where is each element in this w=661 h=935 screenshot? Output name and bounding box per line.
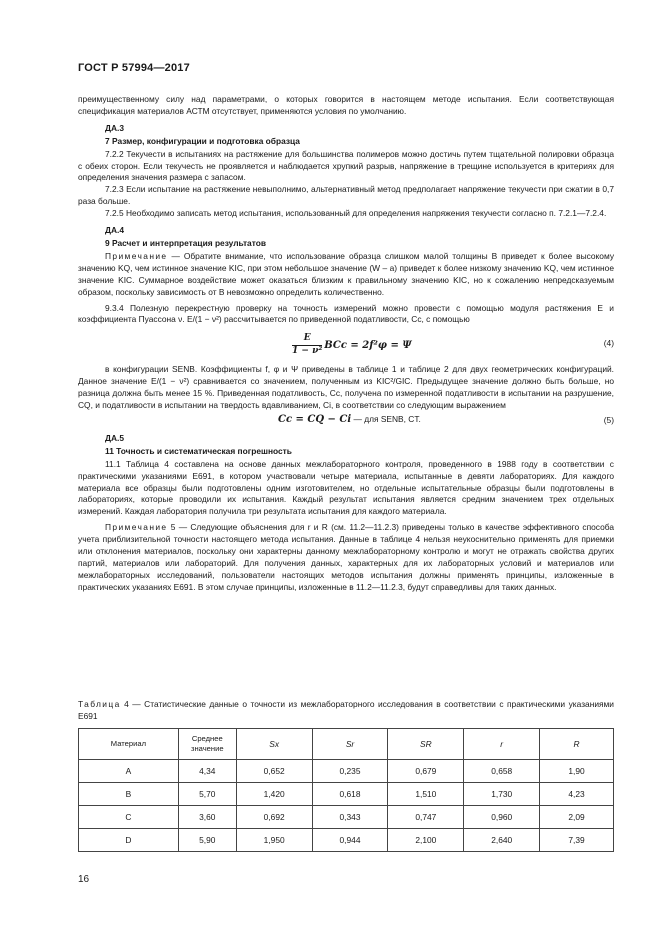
equation-number-5: (5) <box>603 414 614 425</box>
table-cell: 0,652 <box>236 760 312 783</box>
table-header-row <box>79 729 614 760</box>
table-cell: 7,39 <box>540 829 614 852</box>
note-5-text: 5 — Следующие объяснения для r и R (см. 11.2—11.2.3) приведены только в качестве эффективного способа учета приблизительной точности настоящего метода испытания. Данные в таблице 4 нельзя неукоснительно применять для приемки или отклонения материалов, поскольку они характерны данному межлабораторному контролю и могут не отражать свойства других партий, материалов или лабораторий. Для получения данных, характерных для их лабораторных условий и материалов или межлабораторных исследований, пользователи настоящих методов испытания должны применять принципы, изложенные в практических указаниях E691. В этом случае принципы, изложенные в 11.2—11.2.3, будут справедливы для таких данных. <box>78 522 614 592</box>
table-row <box>79 783 614 806</box>
formula-4-denominator: 1 − ν² <box>292 346 323 357</box>
header-sr: Sr <box>312 729 388 760</box>
table-cell: 0,944 <box>312 829 388 852</box>
header-r: r <box>464 729 540 760</box>
table-cell: 0,618 <box>312 783 388 806</box>
table-cell: B <box>79 783 179 806</box>
annex-da4-heading: ДА.4 <box>105 225 124 236</box>
table-cell: 0,960 <box>464 806 540 829</box>
note-label: Примечание <box>105 250 168 261</box>
paragraph-11-1: 11.1 Таблица 4 составлена на основе данных межлабораторного контроля, проведенного в 1988 году в соответствии с практическими указаниями E691, в котором участвовали четыре материала, испытанные в девяти лабораториях. Для каждого материала все образцы были подготовлены одним изготовителем, но отдельные испытательные образцы были подготовлены в лабораториях, которые проводили их испытания. Каждый результат испытания является средним значением трех отдельных измерений. Каждая лаборатория получила три результата испытания для каждого материала. <box>78 458 614 517</box>
formula-5-tail: — для SENB, CT. <box>351 413 421 424</box>
equation-number-4: (4) <box>603 338 614 349</box>
table-cell: 0,235 <box>312 760 388 783</box>
section-9-heading: 9 Расчет и интерпретация результатов <box>105 237 266 248</box>
header-sR: SR <box>388 729 464 760</box>
table-cell: 2,09 <box>540 806 614 829</box>
table-cell: 1,420 <box>236 783 312 806</box>
table-cell: 1,90 <box>540 760 614 783</box>
paragraph-intro: преимущественному силу над параметрами, о которых говорится в настоящем методе испытания. Если соответствующая спецификация материалов АСТМ отсутствует, применяются условия по умолчанию. <box>78 94 614 116</box>
section-11-heading: 11 Точность и систематическая погрешность <box>105 445 292 456</box>
header-R: R <box>540 729 614 760</box>
table-cell: 0,658 <box>464 760 540 783</box>
paragraph-7-2-2: 7.2.2 Текучести в испытаниях на растяжение для большинства полимеров можно достичь путем тщательной полировки образца с обеих сторон. Если текучесть не проявляется и наблюдается хрупкий разрыв, напряжение в трещине используется в критериях для определения значения размера с запасом. <box>78 148 614 183</box>
paragraph-7-2-5: 7.2.5 Необходимо записать метод испытания, использованный для определения напряжения текучести согласно п. 7.2.1—7.2.4. <box>105 208 607 219</box>
table-cell: C <box>79 806 179 829</box>
formula-4-rest: BCc = 2f²φ = Ψ <box>324 340 412 352</box>
table-caption <box>78 699 614 723</box>
table-cell: 4,23 <box>540 783 614 806</box>
table-caption-text: 4 — Статистические данные о точности из межлабораторного исследования в соответствии с практическими указаниями E691 <box>78 699 614 721</box>
formula-4 <box>292 333 411 358</box>
formula-5 <box>278 414 421 426</box>
table-row <box>79 760 614 783</box>
table-cell: 0,679 <box>388 760 464 783</box>
formula-5-row <box>78 414 614 428</box>
table-cell: 5,90 <box>178 829 236 852</box>
paragraph-7-2-3: 7.2.3 Если испытание на растяжение невыполнимо, альтернативный метод предполагает напряжение текучести при сжатии в 0,7 раза больше. <box>78 184 614 207</box>
table-cell: 3,60 <box>178 806 236 829</box>
paragraph-senb: в конфигурации SENB. Коэффициенты f, φ и Ψ приведены в таблице 1 и таблице 2 для двух геометрических конфигураций. Данное значение E/(1 − ν²) сравнивается со значением, полученным из KIC²/GIC. Предыдущее значение должно быть больше, но разница должна быть менее 15 %. Приведенная податливость, Cc, получена по измеренной податливости в испытании на разрушение, CQ, и податливости в испытании на твердость вдавливанием, Ci, в соответствии со следующим выражением <box>78 364 614 411</box>
note-5-paragraph <box>78 522 614 593</box>
section-7-heading: 7 Размер, конфигурации и подготовка образца <box>105 135 300 146</box>
table-cell: 2,100 <box>388 829 464 852</box>
table-cell: 0,343 <box>312 806 388 829</box>
header-sx: Sx <box>236 729 312 760</box>
header-mean: Среднее значение <box>178 729 236 760</box>
header-material: Материал <box>79 729 179 760</box>
table-cell: 1,950 <box>236 829 312 852</box>
paragraph-9-3-4: 9.3.4 Полезную перекрестную проверку на точность измерений можно провести с помощью модуля растяжения E и коэффициента Пуассона ν. E/(1 − ν²) рассчитывается по приведенной податливости, Cc, с помощью <box>78 302 614 325</box>
note-paragraph <box>78 251 614 299</box>
document-header: ГОСТ Р 57994—2017 <box>78 62 190 74</box>
formula-4-numerator: E <box>292 333 322 346</box>
formula-4-row <box>78 330 614 360</box>
table-cell: 0,747 <box>388 806 464 829</box>
table-cell: 2,640 <box>464 829 540 852</box>
table-row <box>79 806 614 829</box>
table-cell: 4,34 <box>178 760 236 783</box>
page-number: 16 <box>78 874 90 885</box>
note-5-label: Примечание <box>105 522 168 533</box>
table-cell: 5,70 <box>178 783 236 806</box>
table-cell: D <box>79 829 179 852</box>
table-cell: A <box>79 760 179 783</box>
note-text: — Обратите внимание, что использование образца слишком малой толщины B приведет к более высокому значению KQ, чем истинное значение KIC, при этом небольшое значение (W – a) приведет к более низкому значению KQ, чем истинное значение KIC. Суммарное воздействие может оказаться близким к правильному значению KIC, но к сожалению непредсказуемым образом, поскольку зависимость от B невозможно определить количественно. <box>78 250 614 297</box>
annex-da3-heading: ДА.3 <box>105 122 124 133</box>
annex-da5-heading: ДА.5 <box>105 432 124 443</box>
table-cell: 1,730 <box>464 783 540 806</box>
precision-table <box>78 728 614 852</box>
formula-4-fraction <box>292 333 322 358</box>
table-cell: 0,692 <box>236 806 312 829</box>
page-body <box>78 94 614 594</box>
table-caption-label: Таблица <box>78 699 121 709</box>
table-cell: 1,510 <box>388 783 464 806</box>
formula-5-expression: Cc = CQ − Ci <box>278 413 352 425</box>
table-row <box>79 829 614 852</box>
